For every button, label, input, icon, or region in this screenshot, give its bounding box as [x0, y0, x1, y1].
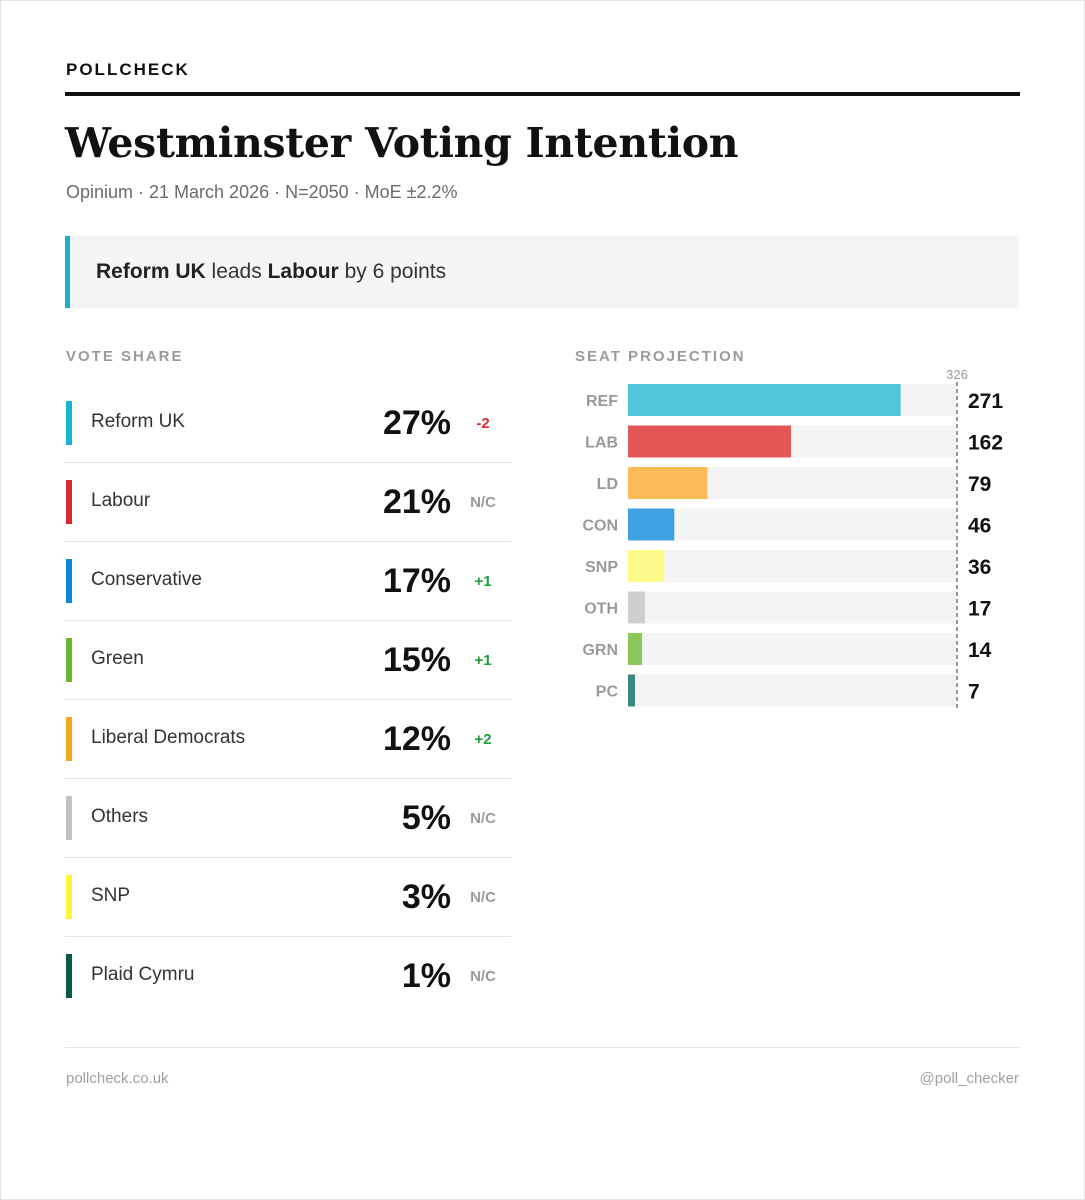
vote-percentage: 12%	[382, 720, 451, 758]
party-color-swatch	[66, 401, 72, 445]
vote-change: +1	[474, 652, 492, 669]
party-name: Reform UK	[91, 411, 185, 432]
party-name: Others	[91, 806, 149, 827]
vote-share-row	[65, 463, 511, 542]
seat-value-label: 162	[968, 431, 1004, 455]
party-name: Green	[91, 648, 144, 669]
party-name: Plaid Cymru	[91, 964, 195, 985]
seat-value-label: 14	[968, 639, 992, 662]
party-color-swatch	[66, 559, 72, 603]
seat-bar	[628, 550, 664, 582]
seat-value-label: 7	[968, 680, 980, 704]
seat-bar	[628, 675, 635, 707]
vote-change: N/C	[470, 494, 496, 511]
vote-change: N/C	[470, 810, 496, 827]
vote-share-list	[65, 384, 511, 1015]
vote-change: N/C	[470, 968, 496, 985]
seat-projection-label: SEAT PROJECTION	[575, 348, 746, 365]
page-title: Westminster Voting Intention	[65, 119, 739, 167]
brand-name: POLLCHECK	[66, 60, 190, 79]
seat-category-label: REF	[586, 393, 618, 410]
seat-category-label: LD	[596, 476, 618, 493]
seat-category-label: GRN	[582, 642, 618, 659]
party-color-swatch	[66, 717, 72, 761]
seat-bar-track	[628, 592, 956, 624]
seat-category-label: CON	[582, 517, 618, 535]
callout-leader: Reform UK	[96, 260, 206, 283]
vote-change: +1	[474, 573, 492, 590]
seat-value-label: 79	[968, 473, 992, 496]
party-color-swatch	[66, 875, 72, 919]
seat-category-label: LAB	[585, 434, 618, 452]
footer-rule	[65, 1047, 1020, 1048]
callout-accent-bar	[65, 236, 70, 308]
vote-percentage: 3%	[401, 878, 451, 916]
vote-share-row	[65, 542, 511, 621]
party-name: SNP	[91, 885, 131, 906]
vote-share-row	[65, 858, 511, 937]
vote-percentage: 21%	[382, 483, 451, 521]
header-rule	[65, 92, 1020, 96]
seat-bar-track	[628, 550, 956, 582]
vote-percentage: 27%	[382, 404, 451, 442]
seat-value-label: 271	[968, 390, 1004, 413]
seat-value-label: 46	[968, 514, 992, 538]
footer-handle: @poll_checker	[919, 1070, 1019, 1087]
callout-margin: by 6 points	[338, 260, 447, 283]
seat-category-label: OTH	[584, 600, 618, 618]
footer-website: pollcheck.co.uk	[66, 1070, 169, 1087]
party-color-swatch	[66, 638, 72, 682]
vote-percentage: 17%	[382, 562, 451, 600]
party-name: Conservative	[91, 569, 202, 590]
majority-label: 326	[946, 367, 968, 382]
seat-value-label: 17	[968, 597, 992, 621]
callout-text	[96, 260, 446, 284]
vote-share-row	[65, 621, 511, 700]
vote-share-row	[65, 700, 511, 779]
party-name: Labour	[91, 490, 151, 511]
seat-bar	[628, 384, 901, 416]
vote-share-label: VOTE SHARE	[66, 348, 184, 365]
party-name: Liberal Democrats	[91, 727, 246, 748]
poll-meta: Opinium · 21 March 2026 · N=2050 · MoE ±2.2%	[66, 182, 458, 202]
headline-callout	[65, 236, 1019, 308]
vote-percentage: 1%	[401, 957, 451, 995]
seat-projection-chart	[574, 364, 1020, 714]
vote-percentage: 15%	[382, 641, 451, 679]
seat-bar	[628, 426, 791, 458]
party-color-swatch	[66, 954, 72, 998]
vote-change: N/C	[470, 889, 496, 906]
party-color-swatch	[66, 480, 72, 524]
seat-bar	[628, 509, 674, 541]
vote-percentage: 5%	[401, 799, 451, 837]
seat-bar	[628, 467, 707, 499]
vote-change: +2	[474, 731, 492, 748]
seat-value-label: 36	[968, 556, 992, 579]
callout-leads-word: leads	[205, 260, 268, 283]
party-color-swatch	[66, 796, 72, 840]
seat-bar-track	[628, 633, 956, 665]
vote-share-row	[65, 384, 511, 463]
seat-bar	[628, 592, 645, 624]
seat-bar	[628, 633, 642, 665]
seat-category-label: PC	[595, 683, 618, 701]
callout-trailer: Labour	[267, 260, 339, 283]
seat-bar-track	[628, 675, 956, 707]
vote-share-row	[65, 779, 511, 858]
vote-share-row	[65, 937, 511, 1015]
vote-change: -2	[476, 415, 490, 432]
seat-bar-track	[628, 509, 956, 541]
seat-category-label: SNP	[585, 559, 618, 576]
